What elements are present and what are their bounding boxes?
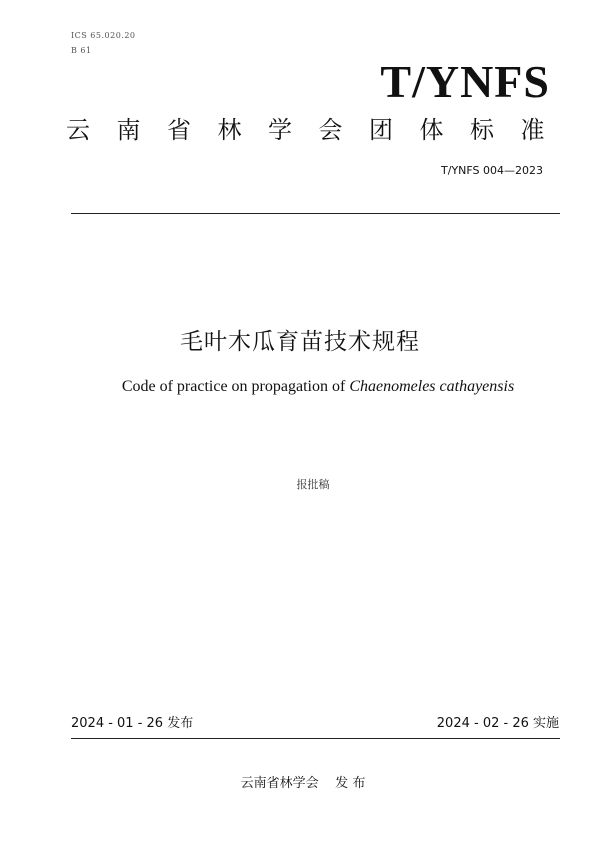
standard-number: T/YNFS 004—2023 xyxy=(441,164,543,177)
english-title-prefix: Code of practice on propagation of xyxy=(121,378,350,395)
species-name: Chaenomeles cathayensis xyxy=(349,378,515,395)
publication-date: 2024 - 01 - 26 发布 xyxy=(71,716,194,731)
draft-status-label: 报批稿 xyxy=(296,478,330,491)
organization-title: 云南省林学会团体标准 xyxy=(66,116,571,144)
header-divider xyxy=(71,213,560,214)
ics-code: ICS 65.020.20 xyxy=(71,31,136,40)
document-title-english xyxy=(0,376,600,398)
implementation-date: 2024 - 02 - 26 实施 xyxy=(436,716,559,731)
issuer-line: 云南省林学会 发 布 xyxy=(240,776,366,791)
standard-code: T/YNFS xyxy=(380,56,550,107)
footer-divider xyxy=(71,738,560,739)
document-title-chinese: 毛叶木瓜育苗技术规程 xyxy=(180,329,420,355)
ccs-code: B 61 xyxy=(71,46,92,55)
